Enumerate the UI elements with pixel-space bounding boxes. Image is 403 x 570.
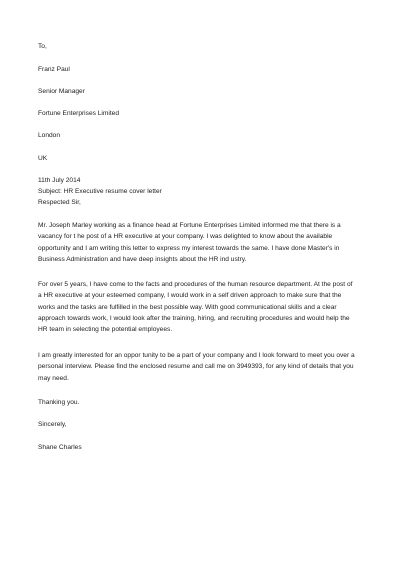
paragraph-line: works and the tasks are fulfilled in the best possible way. With good communicational skills and a clear <box>38 303 337 311</box>
paragraph-line: HR team in selecting the potential employees. <box>38 326 173 334</box>
paragraph-line: vacancy for t he post of a HR executive at your company. I was delighted to know about the available <box>38 233 333 241</box>
greeting: Respected Sir, <box>38 199 81 206</box>
closing-line: Sincerely, <box>38 421 67 428</box>
letter-date: 11th July 2014 <box>38 177 81 184</box>
paragraph-line: I am greatly interested for an oppor tunity to be a part of your company and I look forward to meet you over a <box>38 352 355 359</box>
recipient-title: Senior Manager <box>38 88 85 95</box>
paragraph-line: a HR executive at your esteemed company, I would work in a self driven approach to make sure that the <box>38 292 342 300</box>
paragraph-line: may need. <box>38 374 69 382</box>
paragraph-line: Business Administration and have deep insights about the HR ind ustry. <box>38 255 247 263</box>
subject-line: Subject: HR Executive resume cover letter <box>38 188 162 195</box>
recipient-name: Franz Paul <box>38 66 70 73</box>
thanks-line: Thanking you. <box>38 399 80 406</box>
paragraph-2 <box>38 279 352 335</box>
paragraph-line: Mr. Joseph Marley working as a finance head at Fortune Enterprises Limited informed me that there is a <box>38 222 341 229</box>
country: UK <box>38 155 48 162</box>
paragraph-3 <box>38 350 355 384</box>
salutation-to: To, <box>38 43 47 50</box>
paragraph-line: opportunity and I am writing this letter to express my interest towards the same. I have done Master's in <box>38 244 340 252</box>
paragraph-line: For over 5 years, I have come to the facts and procedures of the human resource department. At the post of <box>38 281 353 288</box>
city: London <box>38 132 61 139</box>
paragraph-line: approach towards work, I would look after the training, hiring, and recruiting procedures and would help the <box>38 314 350 322</box>
paragraph-line: personal interview. Please find the enclosed resume and call me on 3949393, for any kind of details that you <box>38 363 354 371</box>
company-name: Fortune Enterprises Limited <box>38 110 119 117</box>
signature-name: Shane Charles <box>38 444 82 451</box>
paragraph-1 <box>38 220 341 265</box>
